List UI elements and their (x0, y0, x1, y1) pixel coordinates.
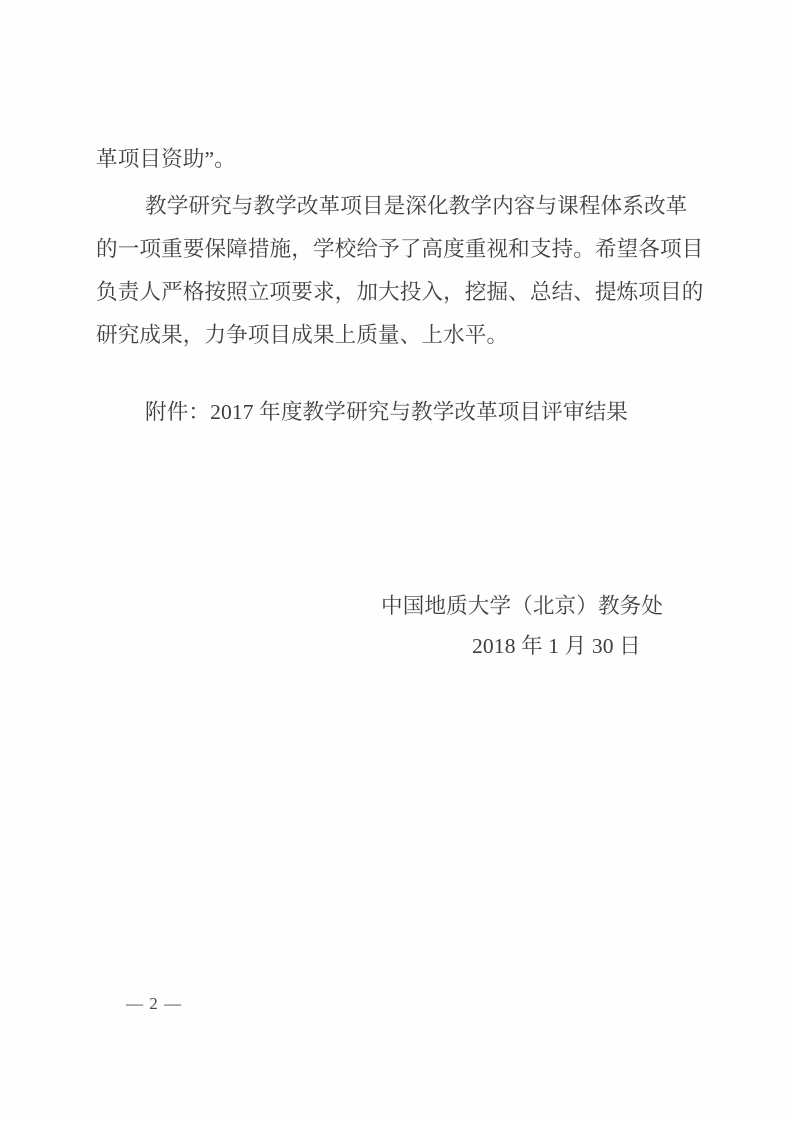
page-number: — 2 — (126, 994, 182, 1013)
body-paragraph-line: 教学研究与教学改革项目是深化教学内容与课程体系改革 (145, 194, 688, 218)
body-paragraph-line: 研究成果，力争项目成果上质量、上水平。 (96, 323, 509, 347)
signature-date-line: 2018 年 1 月 30 日 (472, 634, 641, 658)
body-paragraph-line: 的一项重要保障措施，学校给予了高度重视和支持。希望各项目 (96, 237, 704, 261)
paragraph-continuation-line: 革项目资助”。 (96, 147, 236, 171)
body-paragraph-line: 负责人严格按照立项要求，加大投入，挖掘、总结、提炼项目的 (96, 280, 704, 304)
signature-organization-line: 中国地质大学（北京）教务处 (381, 594, 664, 618)
attachment-reference-line: 附件：2017 年度教学研究与教学改革项目评审结果 (145, 400, 628, 424)
